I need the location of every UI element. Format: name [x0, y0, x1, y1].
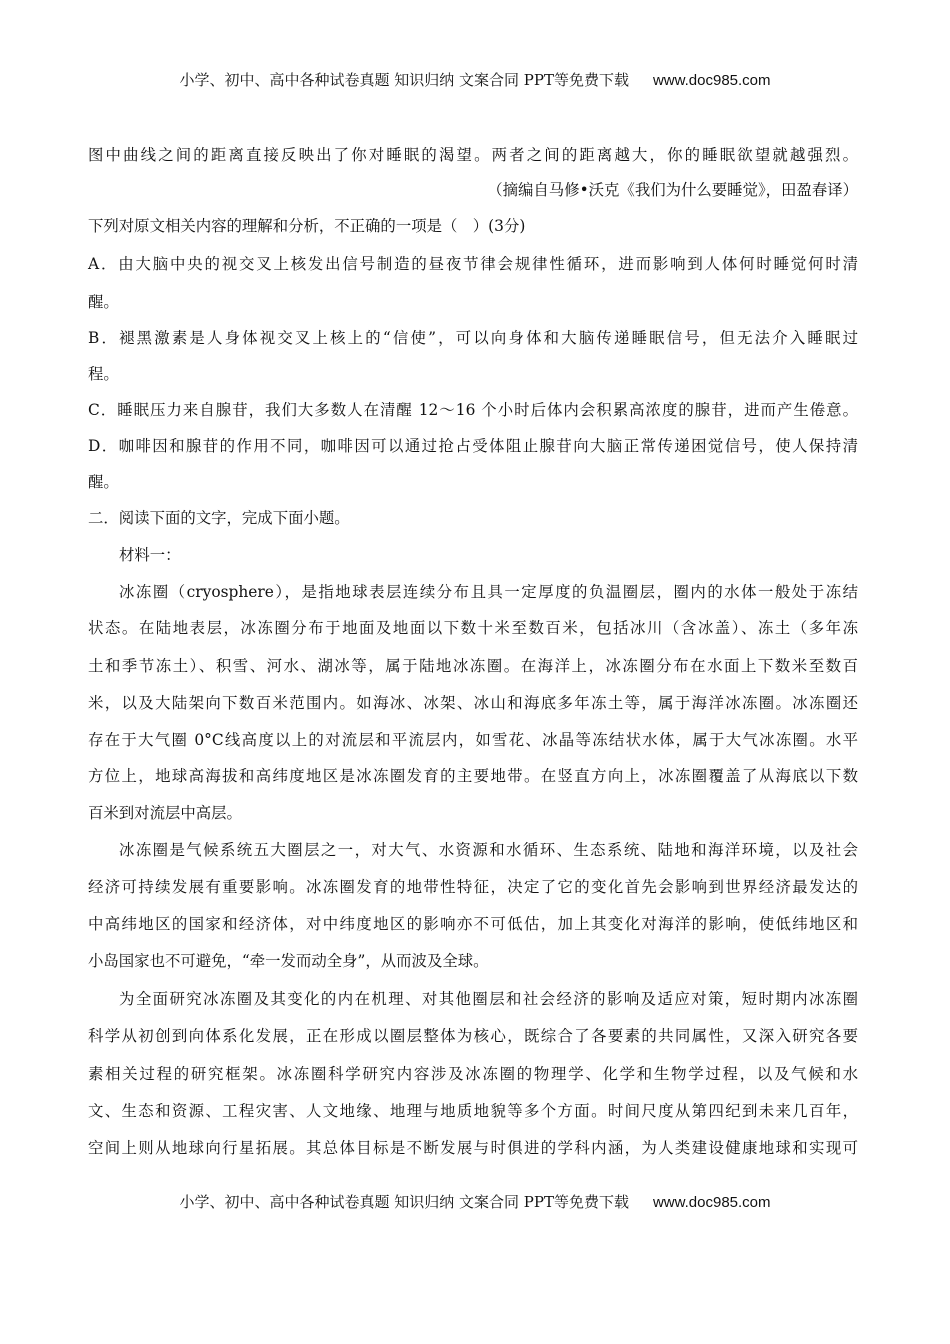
option-a: A．由大脑中央的视交叉上核发出信号制造的昼夜节律会规律性循环，进而影响到人体何时睡觉何时清: [88, 255, 858, 273]
header-url: www.doc985.com: [652, 72, 771, 89]
section-heading: 二．阅读下面的文字，完成下面小题。: [88, 509, 350, 527]
text-line: 为全面研究冰冻圈及其变化的内在机理、对其他圈层和社会经济的影响及适应对策，短时期内冰冻圈: [119, 990, 858, 1008]
citation: （摘编自马修•沃克《我们为什么要睡觉》，田盈春译）: [487, 181, 858, 199]
option-b: B．褪黑激素是人身体视交叉上核上的“信使”，可以向身体和大脑传递睡眠信号，但无法介入睡眠过: [88, 329, 858, 347]
page-footer: [0, 1191, 950, 1212]
text-line: 冰冻圈（cryosphere），是指地球表层连续分布且具一定厚度的负温圈层，圈内的水体一般处于冻结: [119, 583, 858, 601]
text-line: 图中曲线之间的距离直接反映出了你对睡眠的渴望。两者之间的距离越大，你的睡眠欲望就越强烈。: [88, 146, 858, 164]
option-a-cont: 醒。: [88, 293, 119, 311]
text-line: 素相关过程的研究框架。冰冻圈科学研究内容涉及冰冻圈的物理学、化学和生物学过程，以及气候和水: [88, 1065, 858, 1083]
header-text: 小学、初中、高中各种试卷真题 知识归纳 文案合同 PPT等免费下载: [179, 71, 629, 89]
text-line: 冰冻圈是气候系统五大圈层之一，对大气、水资源和水循环、生态系统、陆地和海洋环境，以及社会: [119, 841, 858, 859]
option-d-cont: 醒。: [88, 473, 119, 491]
text-line: 小岛国家也不可避免，“牵一发而动全身”，从而波及全球。: [88, 952, 489, 970]
text-line: 土和季节冻土）、积雪、河水、湖冰等，属于陆地冰冻圈。在海洋上，冰冻圈分布在水面上下数米至数百: [88, 657, 858, 675]
text-line: 科学从初创到向体系化发展，正在形成以圈层整体为核心，既综合了各要素的共同属性，又深入研究各要: [88, 1027, 858, 1045]
text-line: 中高纬地区的国家和经济体，对中纬度地区的影响亦不可低估，加上其变化对海洋的影响，使低纬地区和: [88, 915, 858, 933]
text-line: 米，以及大陆架向下数百米范围内。如海冰、冰架、冰山和海底多年冻土等，属于海洋冰冻圈。冰冻圈还: [88, 694, 858, 712]
footer-url: www.doc985.com: [652, 1194, 771, 1211]
question-stem: 下列对原文相关内容的理解和分析，不正确的一项是（ ）(3分): [88, 217, 526, 235]
text-line: 方位上，地球高海拔和高纬度地区是冰冻圈发育的主要地带。在竖直方向上，冰冻圈覆盖了从海底以下数: [88, 767, 858, 785]
text-line: 存在于大气圈 0°C线高度以上的对流层和平流层内，如雪花、冰晶等冻结状水体，属于大气冰冻圈。水平: [88, 731, 858, 749]
text-line: 空间上则从地球向行星拓展。其总体目标是不断发展与时俱进的学科内涵，为人类建设健康地球和实现可: [88, 1139, 858, 1157]
text-line: 经济可持续发展有重要影响。冰冻圈发育的地带性特征，决定了它的变化首先会影响到世界经济最发达的: [88, 878, 858, 896]
footer-text: 小学、初中、高中各种试卷真题 知识归纳 文案合同 PPT等免费下载: [179, 1193, 629, 1211]
option-b-cont: 程。: [88, 365, 119, 383]
option-d: D．咖啡因和腺苷的作用不同，咖啡因可以通过抢占受体阻止腺苷向大脑正常传递困觉信号，使人保持清: [88, 437, 858, 455]
text-line: 文、生态和资源、工程灾害、人文地缘、地理与地质地貌等多个方面。时间尺度从第四纪到未来几百年，: [88, 1102, 858, 1120]
material-label: 材料一：: [119, 546, 181, 564]
text-line: 状态。在陆地表层，冰冻圈分布于地面及地面以下数十米至数百米，包括冰川（含冰盖）、冻土（多年冻: [88, 619, 858, 637]
option-c: C．睡眠压力来自腺苷，我们大多数人在清醒 12～16 个小时后体内会积累高浓度的腺苷，进而产生倦意。: [88, 401, 858, 419]
text-line: 百米到对流层中高层。: [88, 804, 242, 822]
page-header: [0, 69, 950, 90]
